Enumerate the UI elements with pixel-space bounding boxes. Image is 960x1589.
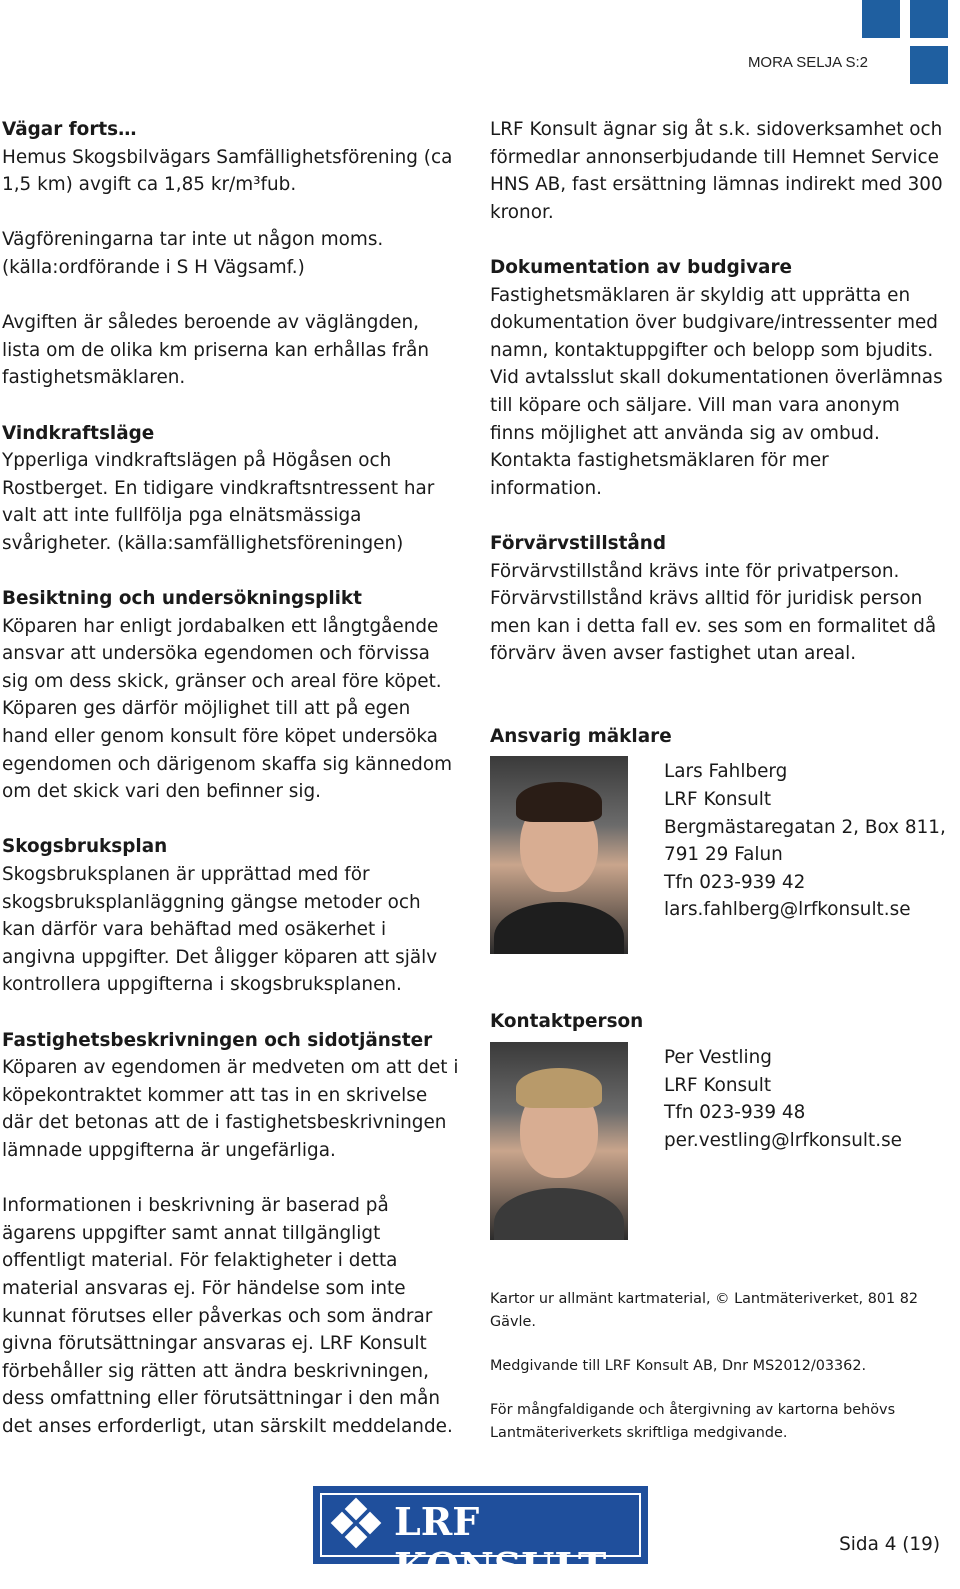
text-line: angivna uppgifter. Det åligger köparen att själv (2, 946, 438, 968)
section-vagar (2, 116, 472, 199)
paragraph-lrf-sidoverksamhet (490, 116, 956, 226)
heading-vindkraft: Vindkraftsläge (2, 422, 155, 444)
text-line: lista om de olika km priserna kan erhållas från (2, 339, 429, 361)
contact-address: Bergmästaregatan 2, Box 811, (664, 816, 946, 838)
heading-vagar: Vägar forts… (2, 119, 137, 140)
contact-info-kontaktperson (664, 1044, 902, 1154)
text-line: Lantmäteriverkets skriftliga medgivande. (490, 1425, 788, 1442)
text-line: ansvar att undersöka egendomen och förvissa (2, 643, 430, 665)
page-number: Sida 4 (19) (839, 1534, 940, 1555)
contact-card-ansvarig (490, 756, 956, 956)
note-kartor (490, 1288, 956, 1334)
text-line: Avgiften är således beroende av väglängden, (2, 312, 419, 334)
text-line: material ansvaras ej. För händelse som inte (2, 1277, 406, 1299)
contact-phone: Tfn 023-939 48 (664, 1102, 806, 1124)
heading-ansvarig-maklare (490, 723, 956, 751)
text-line: Ypperliga vindkraftslägen på Högåsen och (2, 450, 392, 472)
section-fastighetsbeskrivning (2, 1027, 472, 1165)
text-line: Förvärvstillstånd krävs alltid för juridisk person (490, 588, 923, 610)
contact-info-ansvarig (664, 758, 946, 924)
text-line: Köparen har enligt jordabalken ett långtgående (2, 615, 439, 637)
left-column (2, 116, 472, 1468)
text-line: Rostberget. En tidigare vindkraftsntressent har (2, 477, 435, 499)
paragraph-moms (2, 226, 472, 281)
text-line: sig om dess skick, gränser och areal före köpet. (2, 670, 442, 692)
portrait-photo-ansvarig (490, 756, 628, 954)
text-line: (källa:ordförande i S H Vägsamf.) (2, 256, 305, 278)
contact-phone: Tfn 023-939 42 (664, 871, 806, 893)
text-line: svårigheter. (källa:samfällighetsföreningen) (2, 532, 404, 554)
text-line: information. (490, 477, 602, 499)
text-line: om det skick vari den befinner sig. (2, 781, 321, 803)
heading-text: Kontaktperson (490, 1011, 644, 1033)
contact-email[interactable]: per.vestling@lrfkonsult.se (664, 1129, 902, 1151)
text-line: där det betonas att de i fastighetsbeskrivningen (2, 1112, 447, 1134)
text-line: Köparen av egendomen är medveten om att det i (2, 1057, 459, 1079)
text-line: det anses erforderligt, utan särskilt meddelande. (2, 1415, 453, 1437)
text-line: Gävle. (490, 1314, 536, 1331)
right-column (490, 116, 956, 1466)
portrait-body (494, 1188, 624, 1240)
text-line: egendomen och därigenom skaffa sig kännedom (2, 753, 452, 775)
text-line: förbehåller sig rätten att ändra beskrivningen, (2, 1360, 429, 1382)
text-line: Kontakta fastighetsmäklaren för mer (490, 450, 829, 472)
heading-forvarvstillstand: Förvärvstillstånd (490, 532, 667, 554)
contact-postal: 791 29 Falun (664, 844, 783, 866)
contact-company: LRF Konsult (664, 1074, 772, 1096)
text-line: dess omfattning eller förutsättningar i den mån (2, 1388, 441, 1410)
text-line: köpekontraktet kommer att tas in en skrivelse (2, 1084, 428, 1106)
paragraph-avgift (2, 309, 472, 392)
text-line: 1,5 km) avgift ca 1,85 kr/m³fub. (2, 174, 297, 196)
heading-kontaktperson (490, 1008, 956, 1036)
contact-email[interactable]: lars.fahlberg@lrfkonsult.se (664, 899, 911, 921)
portrait-hair (516, 782, 602, 822)
text-line: skogsbruksplanläggning gängse metoder och (2, 891, 421, 913)
text-line: kan därför vara behäftad med osäkerhet i (2, 919, 387, 941)
text-line: kronor. (490, 201, 554, 223)
portrait-body (494, 902, 624, 954)
text-line: men kan i detta fall ev. ses som en formalitet då (490, 615, 937, 637)
logo-text: LRF KONSULT (394, 1499, 607, 1589)
text-line: Köparen ges därför möjlighet till att på egen (2, 698, 411, 720)
heading-dokumentation: Dokumentation av budgivare (490, 256, 793, 278)
text-line: LRF Konsult ägnar sig åt s.k. sidoverksamhet och (490, 119, 943, 140)
note-medgivande (490, 1355, 956, 1378)
portrait-photo-kontaktperson (490, 1042, 628, 1240)
header-square-1 (862, 0, 900, 38)
heading-besiktning: Besiktning och undersökningsplikt (2, 588, 362, 610)
section-dokumentation (490, 254, 956, 502)
heading-skogsbruksplan: Skogsbruksplan (2, 836, 168, 858)
text-line: Medgivande till LRF Konsult AB, Dnr MS2012/03362. (490, 1358, 867, 1375)
text-line: kunnat förutses eller påverkas och som ändrar (2, 1305, 433, 1327)
note-mangfaldigande (490, 1399, 956, 1445)
section-besiktning (2, 585, 472, 806)
text-line: lämnade uppgifterna är ungefärliga. (2, 1139, 336, 1161)
text-line: till köpare och säljare. Vill man vara anonym (490, 394, 900, 416)
contact-name: Lars Fahlberg (664, 761, 788, 783)
clover-logo-icon (326, 1495, 386, 1555)
paragraph-information (2, 1192, 472, 1440)
contact-company: LRF Konsult (664, 789, 772, 811)
text-line: HNS AB, fast ersättning lämnas indirekt med 300 (490, 174, 943, 196)
text-line: kontrollera uppgifterna i skogsbruksplanen. (2, 974, 402, 996)
portrait-hair (516, 1068, 602, 1108)
text-line: förmedlar annonserbjudande till Hemnet Service (490, 146, 939, 168)
text-line: Informationen i beskrivning är baserad på (2, 1195, 389, 1217)
text-line: fastighetsmäklaren. (2, 367, 186, 389)
heading-fastighetsbeskrivning: Fastighetsbeskrivningen och sidotjänster (2, 1029, 433, 1051)
contact-name: Per Vestling (664, 1047, 772, 1069)
text-line: förvärv även avser fastighet utan areal. (490, 643, 857, 665)
section-forvarvstillstand (490, 530, 956, 668)
text-line: valt att inte fullfölja pga elnätsmässiga (2, 505, 362, 527)
text-line: Förvärvstillstånd krävs inte för privatperson. (490, 560, 900, 582)
text-line: ägarens uppgifter samt annat tillgängligt (2, 1222, 381, 1244)
header-square-2 (910, 0, 948, 38)
text-line: hand eller genom konsult före köpet undersöka (2, 726, 438, 748)
text-line: Vägföreningarna tar inte ut någon moms. (2, 229, 384, 251)
text-line: Fastighetsmäklaren är skyldig att upprätta en (490, 284, 911, 306)
text-line: givna förutsättningar ansvaras ej. LRF Konsult (2, 1333, 427, 1355)
document-label: MORA SELJA S:2 (747, 54, 868, 71)
lrf-konsult-logo (313, 1486, 648, 1589)
text-line: namn, kontaktuppgifter och belopp som bjudits. (490, 339, 934, 361)
text-line: finns möjlighet att använda sig av ombud. (490, 422, 880, 444)
text-line: För mångfaldigande och återgivning av kartorna behövs (490, 1402, 896, 1419)
text-line: Vid avtalsslut skall dokumentationen överlämnas (490, 367, 943, 389)
section-skogsbruksplan (2, 833, 472, 999)
text-line: offentligt material. För felaktigheter i detta (2, 1250, 398, 1272)
text-line: Skogsbruksplanen är upprättad med för (2, 864, 370, 886)
text-line: Kartor ur allmänt kartmaterial, © Lantmäteriverket, 801 82 (490, 1291, 919, 1308)
heading-text: Ansvarig mäklare (490, 725, 672, 747)
section-vindkraft (2, 420, 472, 558)
contact-card-kontaktperson (490, 1042, 956, 1242)
text-line: Hemus Skogsbilvägars Samfällighetsförening (ca (2, 146, 453, 168)
text-line: dokumentation över budgivare/intressenter med (490, 312, 938, 334)
header-square-3 (910, 46, 948, 84)
